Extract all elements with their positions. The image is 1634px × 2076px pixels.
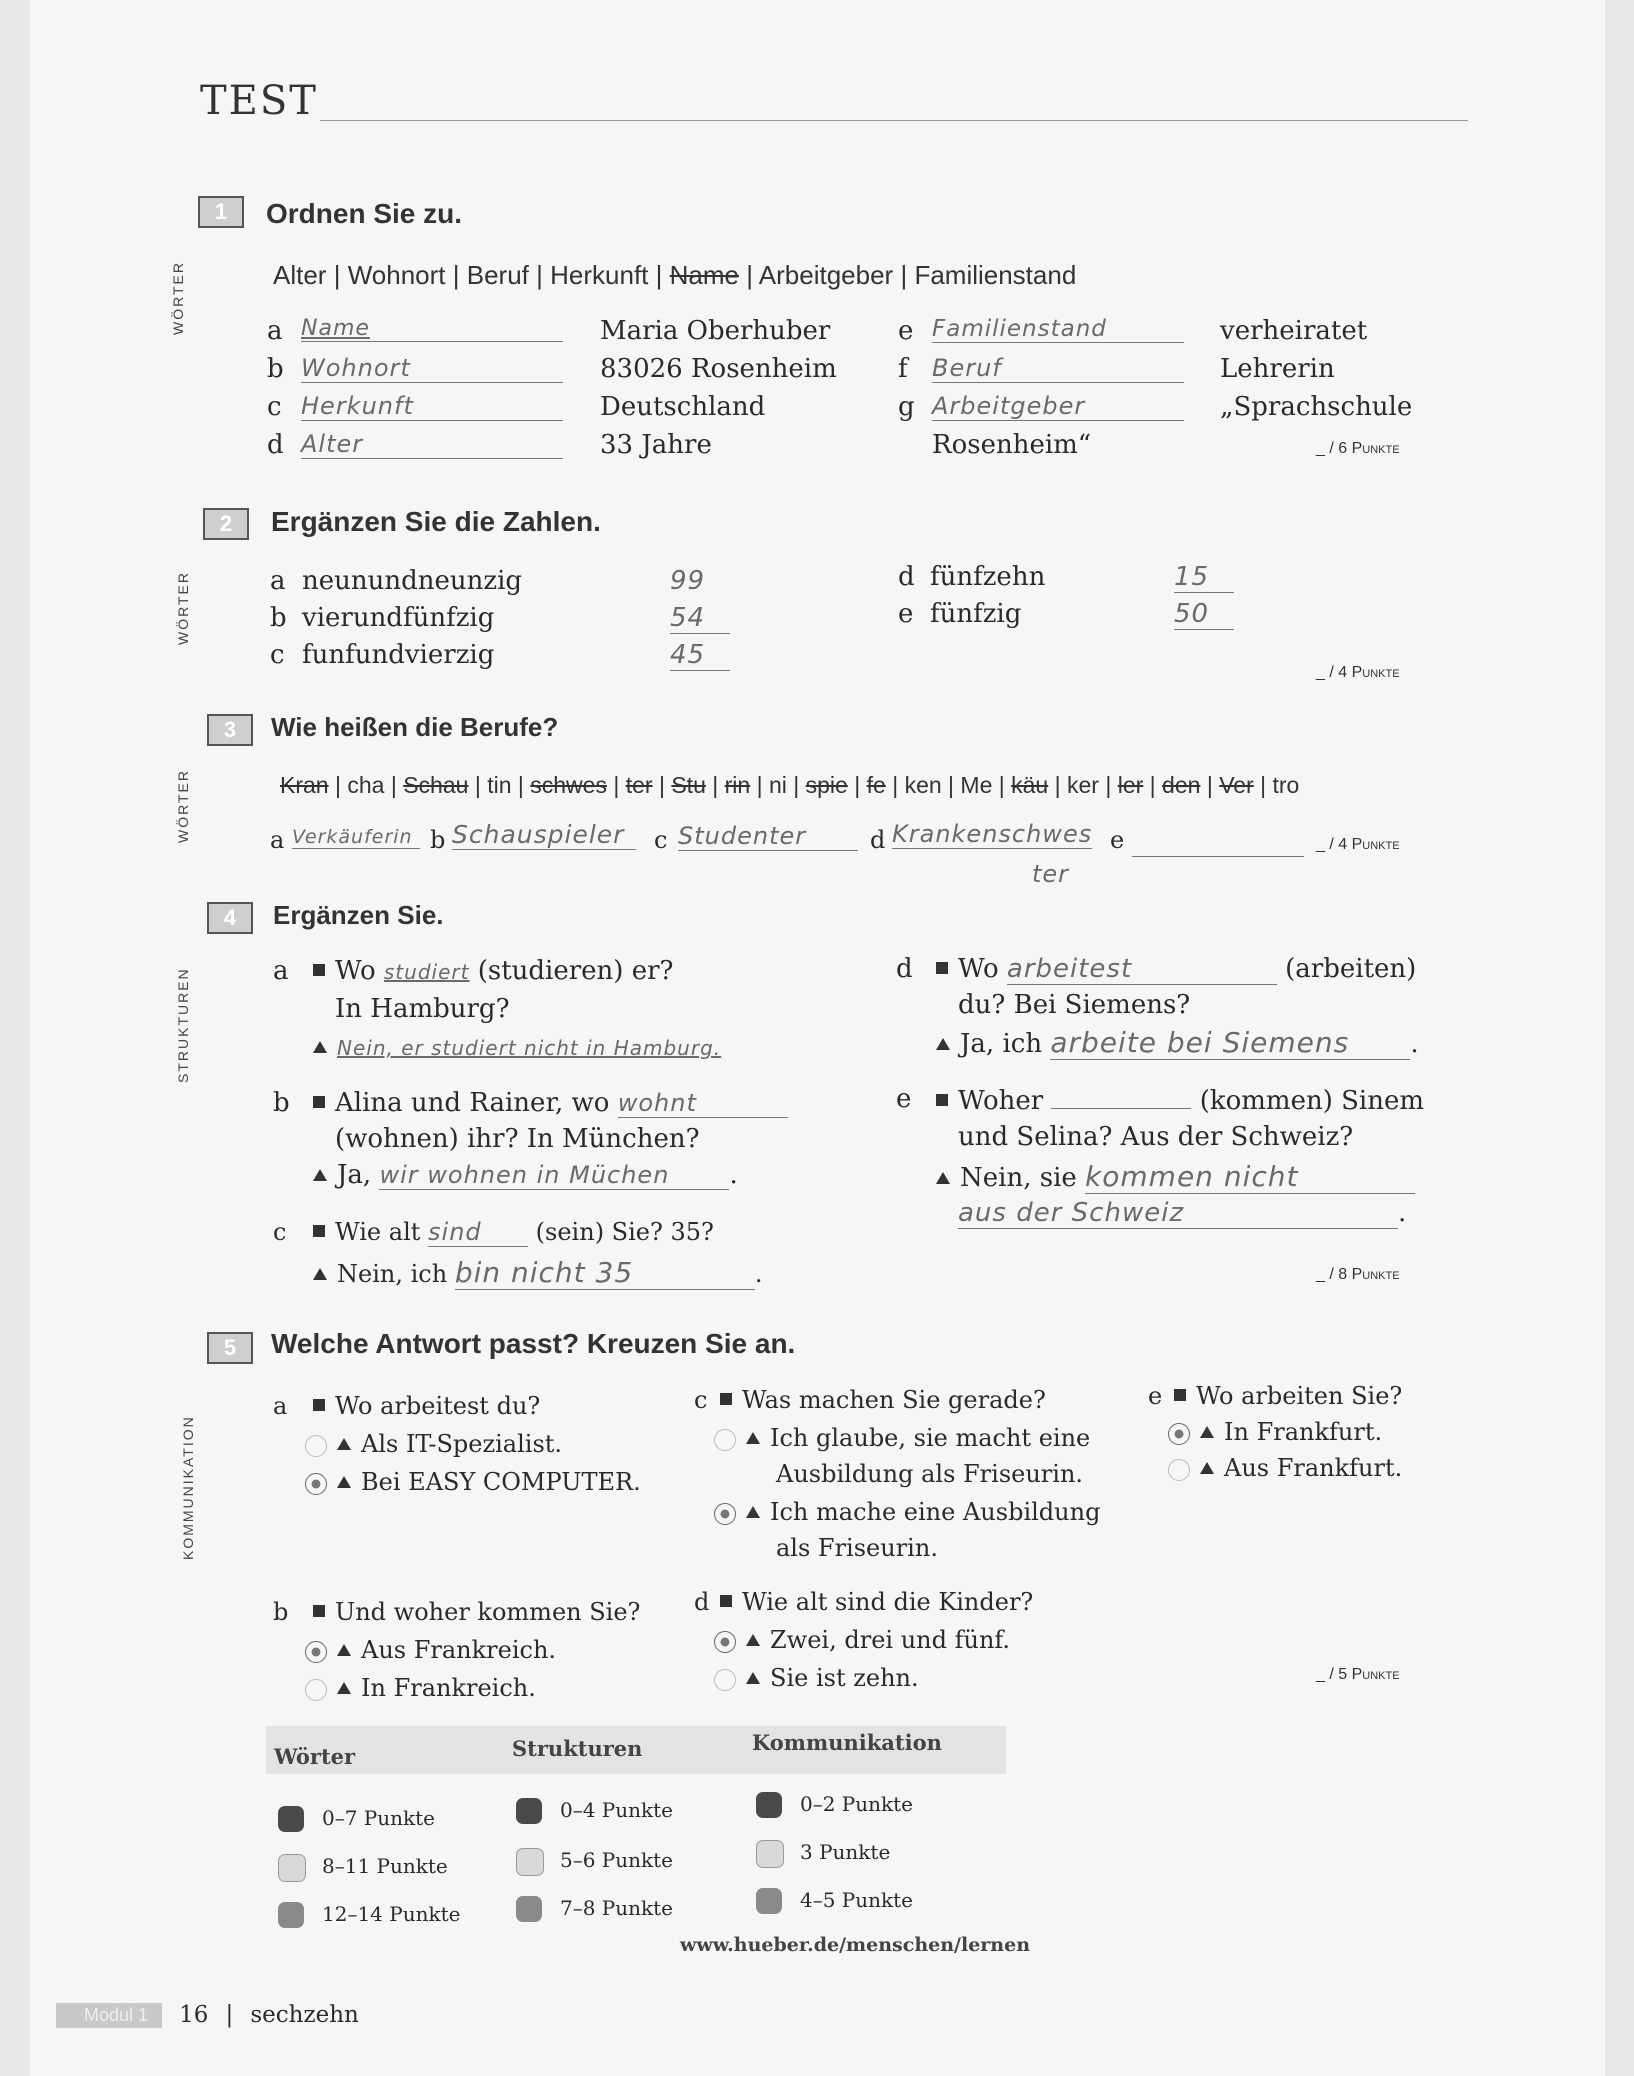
score-col-woerter-title: Wörter bbox=[274, 1744, 356, 1769]
separator: | bbox=[655, 260, 663, 290]
task2-right-rows bbox=[898, 562, 1258, 636]
task2-row-e bbox=[898, 599, 1258, 636]
syllable: ken bbox=[904, 772, 942, 798]
syllable: cha bbox=[347, 772, 385, 798]
question-text: (kommen) Sinem bbox=[1199, 1086, 1425, 1116]
separator: | bbox=[517, 772, 524, 798]
square-bullet-icon bbox=[1174, 1389, 1186, 1401]
task1-row-f bbox=[898, 354, 1468, 392]
separator: | bbox=[998, 772, 1005, 798]
separator: | bbox=[1105, 772, 1112, 798]
answer-field-d[interactable]: arbeite bei Siemens bbox=[1050, 1026, 1410, 1060]
value-e: verheiratet bbox=[1220, 316, 1368, 346]
question-text: (studieren) er? bbox=[477, 956, 674, 986]
score-box-dark bbox=[278, 1806, 304, 1832]
question-text: Was machen Sie gerade? bbox=[742, 1386, 1046, 1414]
task2-points: _ / 4 Punkte bbox=[1316, 664, 1400, 681]
triangle-bullet-icon bbox=[313, 1041, 327, 1053]
side-label-woerter-2: WÖRTER bbox=[175, 571, 191, 645]
question-text: Wo bbox=[958, 954, 999, 984]
word-arbeitgeber: Arbeitgeber bbox=[758, 260, 894, 290]
profession-field-d-cont: ter bbox=[1032, 860, 1070, 888]
value-g: „Sprachschule bbox=[1220, 392, 1413, 422]
profession-field-e[interactable] bbox=[1132, 826, 1304, 857]
answer-field-c[interactable]: Herkunft bbox=[301, 392, 563, 421]
word-d: fünfzehn bbox=[930, 562, 1046, 592]
answer-line bbox=[932, 1026, 1419, 1060]
score-box-light bbox=[516, 1848, 544, 1876]
letter-e: e bbox=[1110, 826, 1125, 854]
separator: | bbox=[333, 260, 341, 290]
task4-number: 4 bbox=[207, 902, 253, 934]
question-line bbox=[932, 954, 1416, 985]
syllable: schwes bbox=[530, 772, 607, 798]
question-line bbox=[716, 1386, 1046, 1414]
triangle-bullet-icon bbox=[746, 1672, 760, 1684]
separator: | bbox=[948, 772, 955, 798]
item-letter: d bbox=[896, 954, 913, 984]
answer-field-b[interactable]: wir wohnen in Müchen bbox=[379, 1161, 729, 1190]
side-label-kommunikation: KOMMUNIKATION bbox=[180, 1415, 196, 1560]
task2-number: 2 bbox=[203, 508, 249, 540]
radio-circle-icon[interactable] bbox=[714, 1669, 736, 1691]
syllable: ter bbox=[625, 772, 653, 798]
word-familienstand: Familienstand bbox=[914, 260, 1077, 290]
question-line bbox=[309, 1598, 640, 1626]
option-text: Sie ist zehn. bbox=[770, 1664, 919, 1692]
radio-circle-icon[interactable] bbox=[305, 1679, 327, 1701]
answer-field-a[interactable]: Nein, er studiert nicht in Hamburg. bbox=[337, 1036, 722, 1060]
value-f: Lehrerin bbox=[1220, 354, 1335, 384]
square-bullet-icon bbox=[313, 1399, 325, 1411]
score-box-dark bbox=[756, 1792, 782, 1818]
task2-row-c bbox=[270, 640, 750, 677]
score-box-mid bbox=[278, 1902, 304, 1928]
answer-field-a[interactable]: Name bbox=[301, 316, 563, 342]
item-letter: a bbox=[273, 956, 289, 986]
task5-item-d bbox=[694, 1588, 1134, 1708]
punctuation: . bbox=[754, 1260, 763, 1288]
option-text: Zwei, drei und fünf. bbox=[770, 1626, 1011, 1654]
row-letter: e bbox=[898, 316, 914, 346]
item-letter: a bbox=[273, 1392, 288, 1420]
task5-number: 5 bbox=[207, 1332, 253, 1364]
task3-syllable-bank bbox=[280, 772, 1299, 799]
answer-field-d[interactable]: Alter bbox=[301, 430, 563, 459]
fill-field-b[interactable]: wohnt bbox=[618, 1089, 788, 1118]
score-box-dark bbox=[516, 1798, 542, 1824]
number-field-b[interactable]: 54 bbox=[670, 603, 730, 634]
triangle-bullet-icon bbox=[337, 1682, 351, 1694]
task4-item-e bbox=[896, 1084, 1456, 1234]
checked-radio-icon[interactable] bbox=[714, 1631, 736, 1653]
word-a: neunundneunzig bbox=[302, 566, 523, 596]
syllable: fe bbox=[866, 772, 886, 798]
value-a: Maria Oberhuber bbox=[600, 316, 831, 346]
separator: | bbox=[1206, 772, 1213, 798]
separator: | bbox=[854, 772, 861, 798]
score-box-mid bbox=[756, 1888, 782, 1914]
punctuation: . bbox=[1398, 1198, 1407, 1228]
option-text: Ich mache eine Ausbildung bbox=[770, 1498, 1101, 1526]
question-line bbox=[309, 956, 673, 986]
syllable: rin bbox=[724, 772, 751, 798]
task1-row-c bbox=[267, 392, 887, 430]
value-c: Deutschland bbox=[600, 392, 766, 422]
option-text: In Frankfurt. bbox=[1224, 1418, 1383, 1446]
task5-item-c bbox=[694, 1386, 1154, 1566]
syllable: käu bbox=[1011, 772, 1049, 798]
triangle-bullet-icon bbox=[337, 1644, 351, 1656]
question-line bbox=[716, 1588, 1033, 1616]
value-d: 33 Jahre bbox=[600, 430, 712, 460]
question-text: und Selina? Aus der Schweiz? bbox=[958, 1122, 1354, 1152]
separator: | bbox=[452, 260, 460, 290]
letter-b: b bbox=[430, 826, 446, 854]
answer-line bbox=[309, 1160, 738, 1190]
syllable: Ver bbox=[1219, 772, 1254, 798]
title-rule bbox=[320, 120, 1468, 121]
punctuation: . bbox=[729, 1160, 738, 1190]
footer-separator: | bbox=[225, 2002, 234, 2028]
task4-heading: Ergänzen Sie. bbox=[273, 900, 444, 930]
task1-row-b bbox=[267, 354, 887, 392]
score-box-light bbox=[278, 1854, 306, 1882]
question-line bbox=[309, 1088, 788, 1118]
triangle-bullet-icon bbox=[746, 1432, 760, 1444]
task1-row-d bbox=[267, 430, 887, 468]
word-c: funfundvierzig bbox=[302, 640, 495, 670]
answer-field-b[interactable]: Wohnort bbox=[301, 354, 563, 383]
word-name: Name bbox=[669, 260, 739, 290]
row-letter: b bbox=[267, 354, 284, 384]
separator: | bbox=[756, 772, 763, 798]
number-field-e[interactable]: 50 bbox=[1174, 599, 1234, 630]
question-text: Und woher kommen Sie? bbox=[335, 1598, 641, 1626]
number-field-d[interactable]: 15 bbox=[1174, 562, 1234, 593]
option-text: Aus Frankfurt. bbox=[1224, 1454, 1403, 1482]
answer-text: Nein, sie bbox=[960, 1163, 1077, 1193]
word-wohnort: Wohnort bbox=[347, 260, 446, 290]
worksheet-page bbox=[30, 0, 1605, 2076]
row-letter: d bbox=[898, 562, 915, 592]
syllable: spie bbox=[805, 772, 848, 798]
answer-field-e[interactable]: kommen nicht bbox=[1085, 1160, 1415, 1194]
checked-radio-icon[interactable] bbox=[305, 1641, 327, 1663]
syllable: Kran bbox=[280, 772, 329, 798]
separator: | bbox=[536, 260, 543, 290]
separator: | bbox=[1054, 772, 1061, 798]
question-text: Woher bbox=[958, 1086, 1044, 1116]
task5-heading: Welche Antwort passt? Kreuzen Sie an. bbox=[271, 1328, 796, 1359]
word-b: vierundfünfzig bbox=[302, 603, 495, 633]
score-range: 0–7 Punkte bbox=[322, 1806, 436, 1830]
triangle-bullet-icon bbox=[1200, 1462, 1214, 1474]
syllable: Schau bbox=[403, 772, 469, 798]
number-field-c[interactable]: 45 bbox=[670, 640, 730, 671]
row-letter: d bbox=[267, 430, 284, 460]
row-letter: c bbox=[270, 640, 285, 670]
row-letter: a bbox=[270, 566, 286, 596]
option-line[interactable] bbox=[1168, 1418, 1382, 1446]
score-range: 4–5 Punkte bbox=[800, 1888, 914, 1912]
task1-word-bank bbox=[273, 260, 1076, 291]
option-text: Als IT-Spezialist. bbox=[361, 1430, 563, 1458]
option-line[interactable] bbox=[305, 1468, 641, 1496]
question-text: Wo bbox=[335, 956, 376, 986]
checked-radio-icon[interactable] bbox=[1168, 1423, 1190, 1445]
triangle-bullet-icon bbox=[746, 1506, 760, 1518]
score-range: 0–4 Punkte bbox=[560, 1798, 674, 1822]
page-title: TEST bbox=[200, 78, 318, 124]
square-bullet-icon bbox=[720, 1595, 732, 1607]
score-range: 8–11 Punkte bbox=[322, 1854, 448, 1878]
answer-line bbox=[309, 1032, 721, 1062]
option-text: Aus Frankreich. bbox=[361, 1636, 557, 1664]
row-letter: c bbox=[267, 392, 282, 422]
option-text: Ich glaube, sie macht eine bbox=[770, 1424, 1091, 1452]
letter-a: a bbox=[270, 826, 285, 854]
separator: | bbox=[892, 772, 899, 798]
task2-row-d bbox=[898, 562, 1258, 599]
syllable: ker bbox=[1067, 772, 1099, 798]
task2-heading: Ergänzen Sie die Zahlen. bbox=[271, 506, 601, 537]
option-text: als Friseurin. bbox=[776, 1534, 938, 1562]
square-bullet-icon bbox=[936, 962, 948, 974]
task3-number: 3 bbox=[207, 714, 253, 746]
side-label-woerter-3: WÖRTER bbox=[175, 769, 191, 843]
score-range: 0–2 Punkte bbox=[800, 1792, 914, 1816]
option-line[interactable] bbox=[714, 1424, 1090, 1452]
square-bullet-icon bbox=[313, 1225, 325, 1237]
side-label-woerter-1: WÖRTER bbox=[170, 261, 186, 335]
row-letter: g bbox=[898, 392, 915, 422]
item-letter: c bbox=[273, 1218, 287, 1246]
answer-field-g[interactable]: Arbeitgeber bbox=[932, 392, 1184, 421]
row-letter: b bbox=[270, 603, 287, 633]
profession-field-c[interactable]: Studenter bbox=[678, 822, 858, 851]
question-text: (sein) Sie? 35? bbox=[535, 1218, 714, 1246]
answer-field-e-2[interactable]: aus der Schweiz bbox=[958, 1198, 1398, 1229]
task2-row-b bbox=[270, 603, 750, 640]
question-text: Wo arbeiten Sie? bbox=[1196, 1382, 1403, 1410]
radio-circle-icon[interactable] bbox=[1168, 1459, 1190, 1481]
separator: | bbox=[900, 260, 908, 290]
separator: | bbox=[390, 772, 397, 798]
item-letter: c bbox=[694, 1386, 708, 1414]
footer bbox=[56, 2002, 359, 2032]
fill-field-d[interactable]: arbeitest bbox=[1007, 954, 1277, 985]
task3-answers bbox=[270, 820, 1350, 896]
question-line bbox=[1170, 1382, 1402, 1410]
answer-text: Ja, bbox=[337, 1160, 372, 1190]
answer-line bbox=[932, 1160, 1415, 1194]
item-letter: d bbox=[694, 1588, 710, 1616]
task4-points: _ / 8 Punkte bbox=[1316, 1266, 1400, 1283]
syllable: ni bbox=[768, 772, 787, 798]
question-line bbox=[309, 1392, 540, 1420]
value-b: 83026 Rosenheim bbox=[600, 354, 837, 384]
answer-line-2 bbox=[958, 1198, 1406, 1229]
punctuation: . bbox=[1410, 1029, 1419, 1059]
word-herkunft: Herkunft bbox=[550, 260, 649, 290]
page-number: 16 bbox=[179, 2002, 209, 2028]
square-bullet-icon bbox=[313, 1605, 325, 1617]
task4-item-d bbox=[896, 954, 1456, 1074]
triangle-bullet-icon bbox=[313, 1169, 327, 1181]
answer-field-e[interactable]: Familienstand bbox=[932, 316, 1184, 343]
item-letter: b bbox=[273, 1088, 290, 1118]
score-table bbox=[266, 1726, 1006, 1936]
separator: | bbox=[746, 260, 753, 290]
syllable: Stu bbox=[671, 772, 706, 798]
task5-item-b bbox=[273, 1598, 713, 1718]
separator: | bbox=[712, 772, 719, 798]
value-g-cont: Rosenheim“ bbox=[932, 430, 1092, 460]
option-line[interactable] bbox=[305, 1636, 556, 1664]
answer-field-c[interactable]: bin nicht 35 bbox=[455, 1256, 755, 1290]
task3-points: _ / 4 Punkte bbox=[1316, 836, 1400, 853]
task1-row-e bbox=[898, 316, 1468, 354]
option-line[interactable] bbox=[305, 1430, 562, 1458]
syllable: den bbox=[1162, 772, 1201, 798]
score-range: 7–8 Punkte bbox=[560, 1896, 674, 1920]
fill-field-c[interactable]: sind bbox=[428, 1218, 528, 1247]
task2-left-rows bbox=[270, 566, 750, 677]
checked-radio-icon[interactable] bbox=[305, 1473, 327, 1495]
task1-row-a bbox=[267, 316, 887, 354]
task1-row-g bbox=[898, 392, 1468, 430]
triangle-bullet-icon bbox=[936, 1038, 950, 1050]
score-range: 12–14 Punkte bbox=[322, 1902, 461, 1926]
task1-points: _ / 6 Punkte bbox=[1316, 440, 1400, 457]
task1-heading: Ordnen Sie zu. bbox=[266, 198, 463, 229]
score-box-light bbox=[756, 1840, 784, 1868]
task3-heading: Wie heißen die Berufe? bbox=[271, 712, 559, 742]
square-bullet-icon bbox=[313, 964, 325, 976]
question-text: In Hamburg? bbox=[335, 994, 510, 1024]
task5-points: _ / 5 Punkte bbox=[1316, 1666, 1400, 1683]
row-letter: f bbox=[898, 354, 908, 384]
separator: | bbox=[474, 772, 481, 798]
row-letter: e bbox=[898, 599, 914, 629]
task1-left-rows bbox=[267, 316, 887, 468]
separator: | bbox=[658, 772, 665, 798]
profession-field-d[interactable]: Krankenschwes bbox=[892, 820, 1093, 848]
separator: | bbox=[793, 772, 800, 798]
separator: | bbox=[334, 772, 341, 798]
square-bullet-icon bbox=[313, 1096, 325, 1108]
word-e: fünfzig bbox=[930, 599, 1022, 629]
score-col-kommunikation-title: Kommunikation bbox=[752, 1730, 942, 1755]
score-box-mid bbox=[516, 1896, 542, 1922]
question-text: (wohnen) ihr? In München? bbox=[335, 1124, 700, 1154]
answer-field-f[interactable]: Beruf bbox=[932, 354, 1184, 383]
option-line[interactable] bbox=[305, 1674, 536, 1702]
answer-line bbox=[309, 1256, 762, 1290]
item-letter: e bbox=[896, 1084, 912, 1114]
separator: | bbox=[613, 772, 620, 798]
option-line[interactable] bbox=[714, 1664, 919, 1692]
question-text: Wie alt sind die Kinder? bbox=[742, 1588, 1034, 1616]
triangle-bullet-icon bbox=[337, 1476, 351, 1488]
option-line[interactable] bbox=[714, 1626, 1010, 1654]
item-letter: e bbox=[1148, 1382, 1163, 1410]
profession-field-b[interactable]: Schauspieler bbox=[452, 820, 636, 850]
task1-number: 1 bbox=[198, 196, 244, 228]
task4-item-a bbox=[273, 956, 833, 1076]
question-text: Wo arbeitest du? bbox=[335, 1392, 541, 1420]
triangle-bullet-icon bbox=[313, 1268, 327, 1280]
side-label-strukturen: STRUKTUREN bbox=[175, 967, 191, 1083]
square-bullet-icon bbox=[936, 1094, 948, 1106]
task4-item-c bbox=[273, 1218, 853, 1298]
item-letter: b bbox=[273, 1598, 289, 1626]
syllable: ler bbox=[1117, 772, 1144, 798]
letter-d: d bbox=[870, 826, 886, 854]
option-line[interactable] bbox=[714, 1498, 1100, 1526]
task2-row-a bbox=[270, 566, 750, 603]
syllable: tin bbox=[487, 772, 512, 798]
score-col-strukturen-title: Strukturen bbox=[512, 1736, 643, 1761]
fill-field-a[interactable]: studiert bbox=[383, 960, 470, 984]
score-range: 3 Punkte bbox=[800, 1840, 891, 1864]
word-beruf: Beruf bbox=[466, 260, 529, 290]
radio-circle-icon[interactable] bbox=[305, 1435, 327, 1457]
answer-text: Nein, ich bbox=[337, 1260, 448, 1288]
profession-field-a[interactable]: Verkäuferin bbox=[292, 826, 420, 849]
page-number-word: sechzehn bbox=[250, 2002, 359, 2028]
square-bullet-icon bbox=[720, 1393, 732, 1405]
radio-circle-icon[interactable] bbox=[714, 1429, 736, 1451]
option-text: Bei EASY COMPUTER. bbox=[361, 1468, 641, 1496]
number-field-a[interactable]: 99 bbox=[670, 566, 706, 596]
task5-item-a bbox=[273, 1392, 693, 1512]
separator: | bbox=[1260, 772, 1267, 798]
question-text: Wie alt bbox=[335, 1218, 421, 1246]
answer-text: Ja, ich bbox=[960, 1029, 1043, 1059]
triangle-bullet-icon bbox=[1200, 1426, 1214, 1438]
fill-field-e[interactable] bbox=[1051, 1084, 1191, 1109]
question-text: Alina und Rainer, wo bbox=[335, 1088, 610, 1118]
letter-c: c bbox=[654, 826, 668, 854]
option-text: In Frankreich. bbox=[361, 1674, 536, 1702]
syllable: tro bbox=[1272, 772, 1300, 798]
separator: | bbox=[1149, 772, 1156, 798]
word-alter: Alter bbox=[273, 260, 327, 290]
footer-url[interactable]: www.hueber.de/menschen/lernen bbox=[680, 1934, 1031, 1956]
question-line bbox=[309, 1218, 714, 1247]
syllable: Me bbox=[960, 772, 993, 798]
modul-badge: Modul 1 bbox=[56, 2003, 162, 2028]
task4-item-b bbox=[273, 1088, 853, 1198]
task5-item-e bbox=[1148, 1382, 1478, 1502]
question-text: du? Bei Siemens? bbox=[958, 990, 1191, 1020]
triangle-bullet-icon bbox=[337, 1438, 351, 1450]
option-line[interactable] bbox=[1168, 1454, 1402, 1482]
score-range: 5–6 Punkte bbox=[560, 1848, 674, 1872]
triangle-bullet-icon bbox=[936, 1172, 950, 1184]
row-letter: a bbox=[267, 316, 283, 346]
question-line bbox=[932, 1084, 1424, 1116]
option-text: Ausbildung als Friseurin. bbox=[776, 1460, 1084, 1488]
triangle-bullet-icon bbox=[746, 1634, 760, 1646]
checked-radio-icon[interactable] bbox=[714, 1503, 736, 1525]
question-text: (arbeiten) bbox=[1285, 954, 1417, 984]
